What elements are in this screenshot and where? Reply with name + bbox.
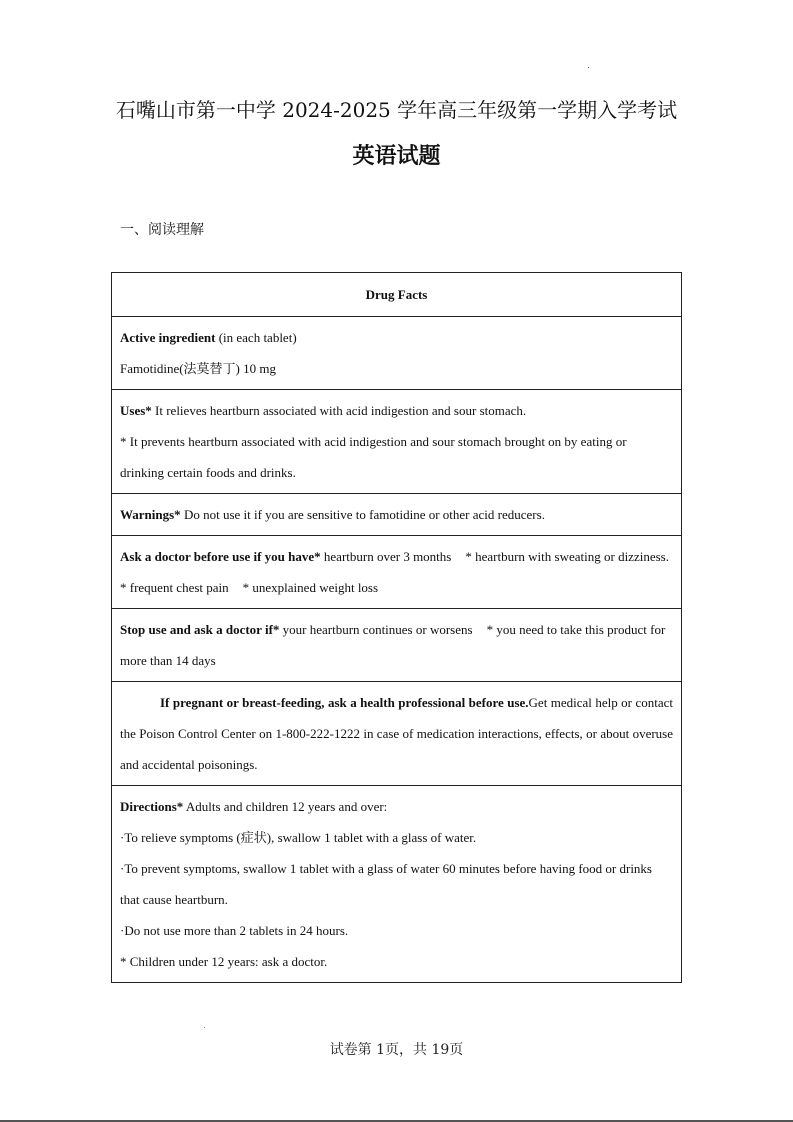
table-row (112, 536, 682, 609)
table-row (112, 390, 682, 494)
uses-text-1: It relieves heartburn associated with acid indigestion and sour stomach. (151, 403, 527, 418)
ask-doctor-item-2: * heartburn with sweating or dizziness. (465, 549, 669, 564)
pregnant-label: If pregnant or breast-feeding, ask a health professional before use. (160, 695, 529, 710)
directions-intro-line (120, 791, 673, 822)
directions-cell (112, 786, 682, 983)
directions-step-3: ·Do not use more than 2 tablets in 24 hours. (120, 923, 349, 938)
uses-label: Uses* (120, 403, 152, 418)
ask-doctor-line-2 (120, 572, 673, 603)
active-ingredient-label: Active ingredient (120, 330, 216, 345)
directions-label: Directions* (120, 799, 184, 814)
stop-use-label: Stop use and ask a doctor if* (120, 622, 280, 637)
ask-doctor-line-1 (120, 541, 673, 572)
page-footer: 试卷第 1页，共 19页 (329, 1042, 464, 1058)
stop-use-item-1: your heartburn continues or worsens (279, 622, 473, 637)
table-row (112, 609, 682, 682)
pregnant-cell (112, 682, 682, 786)
active-ingredient-value: Famotidine(法莫替丁) 10 mg (120, 361, 276, 376)
directions-intro: Adults and children 12 years and over: (183, 799, 388, 814)
table-row (112, 786, 682, 983)
uses-cell (112, 390, 682, 494)
active-ingredient-line (120, 322, 673, 353)
directions-step-2: ·To prevent symptoms, swallow 1 tablet with a glass of water 60 minutes before having food or drinks that cause heartburn. (120, 861, 652, 907)
stop-use-cell (112, 609, 682, 682)
stray-dot (204, 1027, 205, 1028)
stop-use-item-2: * you need to take this product for more than 14 days (120, 622, 666, 668)
directions-children: * Children under 12 years: ask a doctor. (120, 954, 328, 969)
exam-title: 石嘴山市第一中学 2024-2025 学年高三年级第一学期入学考试 (115, 98, 678, 122)
pregnant-text: Get medical help or contact the Poison Control Center on 1-800-222-1222 in case of medication interactions, effects, or about overuse and accidental poisonings. (120, 695, 673, 772)
active-ingredient-cell (112, 317, 682, 390)
subject-title: 英语试题 (352, 144, 441, 169)
pregnant-line (120, 687, 673, 780)
table-row (112, 273, 682, 317)
warnings-line (120, 499, 673, 530)
stray-dot (588, 67, 589, 68)
table-row (112, 494, 682, 536)
ask-doctor-item-3: * frequent chest pain (120, 580, 229, 595)
table-row (112, 682, 682, 786)
directions-step-1: ·To relieve symptoms (症状), swallow 1 tablet with a glass of water. (120, 830, 477, 845)
uses-line-2: * It prevents heartburn associated with acid indigestion and sour stomach brought on by eating or drinking certain foods and drinks. (120, 434, 627, 480)
table-row (112, 317, 682, 390)
ask-doctor-cell (112, 536, 682, 609)
warnings-cell (112, 494, 682, 536)
warnings-label: Warnings* (120, 507, 181, 522)
ask-doctor-label: Ask a doctor before use if you have* (120, 549, 321, 564)
drug-facts-table (111, 272, 682, 983)
uses-line-1 (120, 395, 673, 426)
warnings-text: Do not use it if you are sensitive to famotidine or other acid reducers. (180, 507, 545, 522)
ask-doctor-item-4: * unexplained weight loss (242, 580, 379, 595)
ask-doctor-item-1: heartburn over 3 months (320, 549, 452, 564)
active-ingredient-suffix: (in each tablet) (215, 330, 297, 345)
drug-facts-title: Drug Facts (112, 273, 682, 317)
stop-use-line (120, 614, 673, 676)
section-heading: 一、阅读理解 (120, 222, 204, 238)
